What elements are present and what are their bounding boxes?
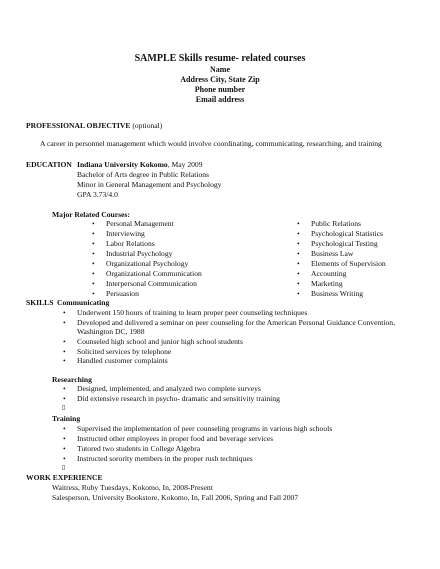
- objective-text: A career in personnel management which would involve coordinating, communicating, researching, and training: [40, 139, 382, 148]
- objective-optional: (optional): [132, 121, 163, 130]
- communicating-label: Communicating: [57, 298, 110, 307]
- address-line: Address City, State Zip: [180, 75, 260, 84]
- resume-title: SAMPLE Skills resume- related courses: [134, 53, 306, 64]
- education-gpa: GPA 3.73/4.0: [77, 190, 118, 199]
- skills-heading: [26, 298, 53, 308]
- work-item: Salesperson, University Bookstore, Kokomo, In, Fall 2006, Spring and Fall 2007: [52, 493, 299, 502]
- placeholder-box-icon: ▯: [62, 405, 66, 411]
- courses-label: Major Related Courses:: [52, 210, 130, 219]
- email-line: Email address: [195, 95, 245, 104]
- training-label: Training: [52, 414, 81, 423]
- education-date: , May 2009: [167, 160, 203, 169]
- researching-label: Researching: [52, 375, 92, 384]
- work-label: WORK EXPERIENCE: [26, 473, 103, 482]
- education-school-line: [77, 160, 203, 170]
- education-degree: Bachelor of Arts degree in Public Relations: [77, 170, 210, 179]
- skills-label: SKILLS: [26, 298, 54, 307]
- placeholder-box-icon: ▯: [62, 465, 66, 471]
- skill-item-continuation: Washington DC, 1988: [77, 327, 145, 336]
- work-item: Waitress, Ruby Tuesdays, Kokomo, In, 2008-Present: [52, 483, 213, 492]
- education-minor: Minor in General Management and Psychology: [77, 180, 222, 189]
- objective-heading: [26, 121, 162, 131]
- education-label: EDUCATION: [26, 160, 72, 169]
- name-line: Name: [210, 65, 230, 74]
- objective-label: PROFESSIONAL OBJECTIVE: [26, 121, 131, 130]
- phone-line: Phone number: [194, 85, 246, 94]
- education-school: Indiana University Kokomo: [77, 160, 168, 169]
- resume-page: SAMPLE Skills resume- related courses Name Address City, State Zip Phone number Email address PROFESSIONAL OBJECTIVE (optional) A career in personnel management which would involve coordinating, communicating, researching, and training EDUCATION Indiana University Kokomo, May 2009 Bachelor of Arts degree in Public Relations Minor in General Management and Psychology GPA 3.73/4.0 Major Related Courses: • Personal Management • Interviewing • Labor Relations • Industrial Psychology • Organizational Psychology • Organizational Communication • Interpersonal Communication • Persuasion • Public Relations • Psychological Statistics • Psychological Testing • Business Law • Elements of Supervision • Accounting • Marketing • Business Writing SKILLS Communicating • Underwent 150 hours of training to learn proper peer counseling techniques • Developed and delivered a seminar on peer counseling for the American Personal Guidance Convention, Washington DC, 1988 • Counseled high school and junior high school students • Solicited services by telephone • Handled customer complaints Researching • Designed, implemented, and analyzed two complete surveys • Did extensive research in psycho- dramatic and sensitivity training ▯ Training • Supervised the implementation of peer counseling programs in various high schools • Instructed other employees in proper food and beverage services • Tutored two students in College Algebra • Instructed sorority members in the proper rush techniques ▯ WORK EXPERIENCE Waitress, Ruby Tuesdays, Kokomo, In, 2008-Present Salesperson, University Bookstore, Kokomo, In, Fall 2006, Spring and Fall 2007: [0, 0, 440, 569]
